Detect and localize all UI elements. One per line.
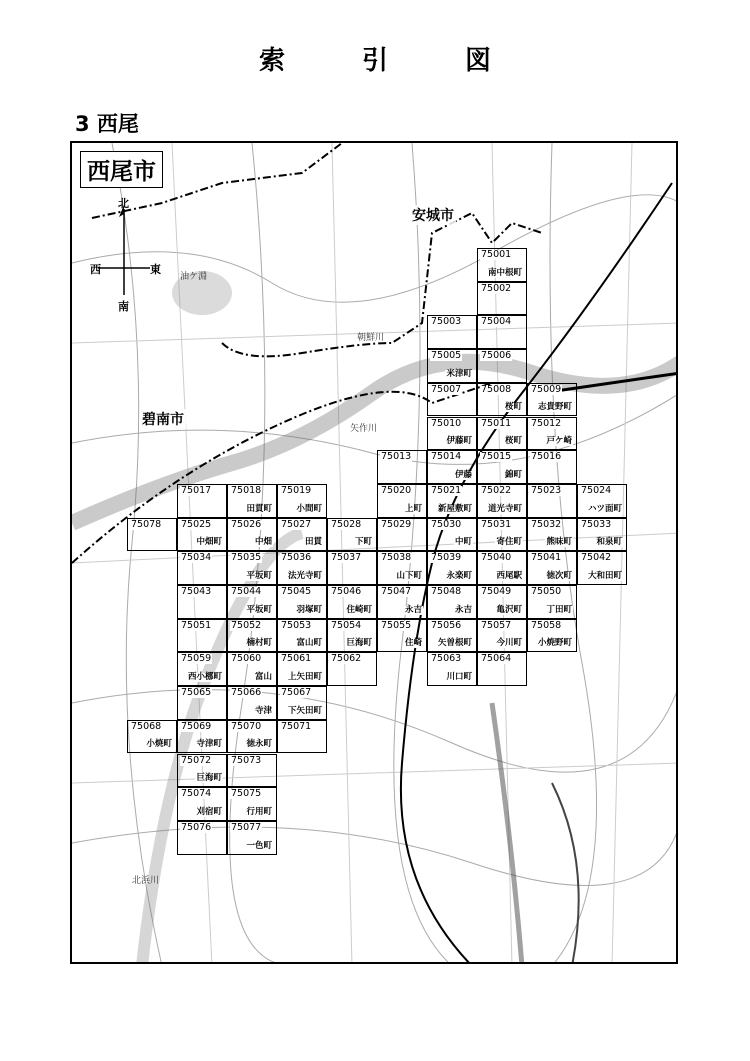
sheet-code: 75043 <box>181 586 212 597</box>
sheet-code: 75057 <box>481 619 512 631</box>
sheet-code: 75056 <box>431 619 462 631</box>
map-sheet-75036[interactable] <box>277 551 327 585</box>
map-sheet-75047[interactable] <box>377 585 427 619</box>
sheet-town-label: 田貫町 <box>246 503 272 514</box>
map-sheet-75040[interactable] <box>477 551 527 585</box>
section-heading: 3 西尾 <box>75 112 139 136</box>
sheet-town-label: 平坂町 <box>246 604 272 615</box>
map-sheet-75066[interactable] <box>227 686 277 720</box>
map-sheet-75033[interactable] <box>577 518 627 552</box>
sheet-code: 75050 <box>531 586 562 597</box>
map-sheet-75041[interactable] <box>527 551 577 585</box>
river-label-aburagafuchi: 油ケ淵 <box>180 272 208 282</box>
map-sheet-75073[interactable] <box>227 754 277 788</box>
map-sheet-75016[interactable] <box>527 450 577 484</box>
sheet-code: 75011 <box>481 417 512 429</box>
sheet-code: 75004 <box>481 316 512 328</box>
sheet-code: 75055 <box>381 619 412 631</box>
sheet-code: 75006 <box>481 350 512 362</box>
sheet-code: 75078 <box>131 518 162 530</box>
map-sheet-75070[interactable] <box>227 720 277 754</box>
sheet-town-label: 巨海町 <box>346 638 372 649</box>
sheet-town-label: 丁田町 <box>546 604 572 615</box>
sheet-town-label: 伊藤 <box>454 469 472 480</box>
sheet-town-label: 熊味町 <box>546 537 572 548</box>
map-sheet-75059[interactable] <box>177 652 227 686</box>
map-sheet-75065[interactable] <box>177 686 227 720</box>
sheet-town-label: 今川町 <box>496 638 522 649</box>
sheet-town-label: 矢曽根町 <box>437 638 472 649</box>
sheet-code: 75074 <box>181 788 212 800</box>
sheet-code: 75021 <box>431 484 462 496</box>
sheet-town-label: 羽塚町 <box>296 604 322 615</box>
map-sheet-75028[interactable] <box>327 518 377 552</box>
map-sheet-75054[interactable] <box>327 619 377 653</box>
sheet-code: 75032 <box>531 518 562 530</box>
river-label-yahagi: 矢作川 <box>350 424 378 434</box>
map-sheet-75014[interactable] <box>427 450 477 484</box>
map-sheet-75056[interactable] <box>427 619 477 653</box>
sheet-code: 75013 <box>381 451 412 463</box>
map-sheet-75029[interactable] <box>377 518 427 552</box>
sheet-code: 75024 <box>581 484 612 496</box>
sheet-town-label: 山下町 <box>396 570 422 581</box>
sheet-town-label: 戸ケ崎 <box>546 436 572 447</box>
city-label-box: 西尾市 <box>80 151 163 188</box>
map-sheet-75076[interactable] <box>177 821 227 855</box>
sheet-code: 75007 <box>431 383 462 395</box>
sheet-code: 75072 <box>181 754 212 766</box>
sheet-town-label: 下矢田町 <box>287 705 322 716</box>
map-sheet-75057[interactable] <box>477 619 527 653</box>
map-sheet-75046[interactable] <box>327 585 377 619</box>
sheet-code: 75034 <box>181 552 212 564</box>
sheet-code: 75044 <box>231 586 262 597</box>
map-sheet-75075[interactable] <box>227 787 277 821</box>
sheet-code: 75042 <box>581 552 612 564</box>
map-sheet-75018[interactable] <box>227 484 277 518</box>
sheet-code: 75036 <box>281 552 312 564</box>
map-sheet-75024[interactable] <box>577 484 627 518</box>
map-sheet-75004[interactable] <box>477 315 527 349</box>
sheet-code: 75045 <box>281 586 312 597</box>
map-sheet-75009[interactable] <box>527 383 577 417</box>
compass-east: 東 <box>150 263 161 276</box>
map-sheet-75071[interactable] <box>277 720 327 754</box>
sheet-town-label: 行用町 <box>246 806 272 817</box>
sheet-code: 75054 <box>331 619 362 631</box>
sheet-code: 75022 <box>481 484 512 496</box>
sheet-town-label: 桜町 <box>504 436 522 447</box>
sheet-code: 75001 <box>481 249 512 260</box>
sheet-code: 75076 <box>181 821 212 833</box>
map-sheet-75017[interactable] <box>177 484 227 518</box>
page-title: 索 引 図 <box>258 46 526 76</box>
sheet-code: 75059 <box>181 653 212 665</box>
sheet-code: 75069 <box>181 720 212 732</box>
compass <box>92 195 162 315</box>
sheet-town-label: 寄住町 <box>496 537 522 548</box>
sheet-town-label: 法光寺町 <box>287 570 322 581</box>
sheet-town-label: 和泉町 <box>596 537 622 548</box>
place-label-hekinan: 碧南市 <box>140 409 186 429</box>
sheet-town-label: 小間町 <box>296 503 322 514</box>
map-sheet-75022[interactable] <box>477 484 527 518</box>
sheet-town-label: 西小梛町 <box>187 672 222 683</box>
sheet-code: 75019 <box>281 484 312 496</box>
sheet-town-label: 志貴野町 <box>537 402 572 413</box>
sheet-town-label: 大和田町 <box>587 570 622 581</box>
map-sheet-75039[interactable] <box>427 551 477 585</box>
map-sheet-75077[interactable] <box>227 821 277 855</box>
sheet-town-label: 道光寺町 <box>487 503 522 514</box>
sheet-code: 75014 <box>431 451 462 463</box>
sheet-code: 75035 <box>231 552 262 564</box>
sheet-town-label: 中畑町 <box>196 537 222 548</box>
sheet-code: 75041 <box>531 552 562 564</box>
map-sheet-75037[interactable] <box>327 551 377 585</box>
map-sheet-75020[interactable] <box>377 484 427 518</box>
map-sheet-75062[interactable] <box>327 652 377 686</box>
map-sheet-75038[interactable] <box>377 551 427 585</box>
sheet-code: 75052 <box>231 619 262 631</box>
map-sheet-75005[interactable] <box>427 349 477 383</box>
map-sheet-75061[interactable] <box>277 652 327 686</box>
map-sheet-75045[interactable] <box>277 585 327 619</box>
sheet-code: 75008 <box>481 383 512 395</box>
map-sheet-75064[interactable] <box>477 652 527 686</box>
sheet-code: 75003 <box>431 316 462 328</box>
map-sheet-75015[interactable] <box>477 450 527 484</box>
river-label-asahi: 朝鮮川 <box>357 333 385 343</box>
map-sheet-75008[interactable] <box>477 383 527 417</box>
map-sheet-75001[interactable] <box>477 248 527 282</box>
sheet-code: 75068 <box>131 720 162 732</box>
sheet-town-label: 住崎町 <box>346 604 372 615</box>
map-sheet-75002[interactable] <box>477 282 527 316</box>
sheet-code: 75070 <box>231 720 262 732</box>
map-sheet-75023[interactable] <box>527 484 577 518</box>
sheet-town-label: 桜町 <box>504 402 522 413</box>
sheet-code: 75065 <box>181 687 212 699</box>
sheet-code: 75031 <box>481 518 512 530</box>
map-sheet-75025[interactable] <box>177 518 227 552</box>
map-sheet-75019[interactable] <box>277 484 327 518</box>
map-sheet-75012[interactable] <box>527 417 577 451</box>
map-sheet-75072[interactable] <box>177 754 227 788</box>
sheet-code: 75071 <box>281 720 312 732</box>
map-sheet-75035[interactable] <box>227 551 277 585</box>
map-sheet-75052[interactable] <box>227 619 277 653</box>
sheet-town-label: 刈宿町 <box>196 806 222 817</box>
sheet-town-label: 寺津町 <box>196 739 222 750</box>
sheet-code: 75073 <box>231 754 262 766</box>
compass-arrow-icon <box>92 195 162 315</box>
sheet-code: 75064 <box>481 653 512 665</box>
sheet-town-label: 西尾駅 <box>496 570 522 581</box>
compass-south: 南 <box>118 300 129 313</box>
compass-north: 北 <box>118 197 129 210</box>
sheet-code: 75018 <box>231 484 262 496</box>
sheet-code: 75062 <box>331 653 362 665</box>
sheet-town-label: 住崎 <box>404 638 422 649</box>
map-sheet-75013[interactable] <box>377 450 427 484</box>
map-sheet-75043[interactable] <box>177 585 227 619</box>
compass-west: 西 <box>90 263 101 276</box>
map-sheet-75021[interactable] <box>427 484 477 518</box>
sheet-code: 75012 <box>531 417 562 429</box>
sheet-code: 75028 <box>331 518 362 530</box>
map-sheet-75003[interactable] <box>427 315 477 349</box>
sheet-code: 75027 <box>281 518 312 530</box>
index-map[interactable] <box>70 141 678 964</box>
sheet-town-label: 錦町 <box>504 469 522 480</box>
sheet-code: 75067 <box>281 687 312 699</box>
sheet-town-label: 平坂町 <box>246 570 272 581</box>
map-sheet-75069[interactable] <box>177 720 227 754</box>
sheet-code: 75038 <box>381 552 412 564</box>
map-sheet-75042[interactable] <box>577 551 627 585</box>
sheet-code: 75039 <box>431 552 462 564</box>
sheet-code: 75015 <box>481 451 512 463</box>
river-label-kitahama: 北浜川 <box>132 876 160 886</box>
map-sheet-75050[interactable] <box>527 585 577 619</box>
sheet-town-label: 徳永町 <box>246 739 272 750</box>
map-sheet-75026[interactable] <box>227 518 277 552</box>
sheet-code: 75061 <box>281 653 312 665</box>
map-sheet-75032[interactable] <box>527 518 577 552</box>
map-sheet-75034[interactable] <box>177 551 227 585</box>
sheet-town-label: 亀沢町 <box>496 604 522 615</box>
map-sheet-75031[interactable] <box>477 518 527 552</box>
map-sheet-75048[interactable] <box>427 585 477 619</box>
sheet-town-label: 米津町 <box>446 368 472 379</box>
sheet-code: 75029 <box>381 518 412 530</box>
sheet-town-label: 田貫 <box>304 537 322 548</box>
sheet-code: 75048 <box>431 586 462 597</box>
sheet-town-label: 富山町 <box>296 638 322 649</box>
sheet-code: 75051 <box>181 619 212 631</box>
sheet-code: 75016 <box>531 451 562 463</box>
sheet-town-label: 新屋敷町 <box>437 503 472 514</box>
sheet-code: 75025 <box>181 518 212 530</box>
sheet-code: 75023 <box>531 484 562 496</box>
map-sheet-75030[interactable] <box>427 518 477 552</box>
sheet-code: 75077 <box>231 821 262 833</box>
sheet-town-label: 中畑 <box>254 537 272 548</box>
sheet-town-label: 南中根町 <box>487 267 522 278</box>
sheet-code: 75060 <box>231 653 262 665</box>
map-sheet-75007[interactable] <box>427 383 477 417</box>
sheet-code: 75005 <box>431 350 462 362</box>
sheet-code: 75030 <box>431 518 462 530</box>
sheet-town-label: 下町 <box>354 537 372 548</box>
sheet-code: 75046 <box>331 586 362 597</box>
sheet-town-label: 小焼野町 <box>537 638 572 649</box>
map-sheet-75053[interactable] <box>277 619 327 653</box>
sheet-town-label: 永吉 <box>454 604 472 615</box>
sheet-town-label: 永楽町 <box>446 570 472 581</box>
map-sheet-75044[interactable] <box>227 585 277 619</box>
sheet-town-label: 上町 <box>404 503 422 514</box>
map-sheet-75074[interactable] <box>177 787 227 821</box>
sheet-code: 75010 <box>431 417 462 429</box>
map-sheet-75006[interactable] <box>477 349 527 383</box>
sheet-code: 75047 <box>381 586 412 597</box>
sheet-town-label: 楠村町 <box>246 638 272 649</box>
sheet-code: 75009 <box>531 383 562 395</box>
sheet-code: 75063 <box>431 653 462 665</box>
map-sheet-75055[interactable] <box>377 619 427 653</box>
map-sheet-75060[interactable] <box>227 652 277 686</box>
sheet-town-label: 中町 <box>454 537 472 548</box>
sheet-town-label: 徳次町 <box>546 570 572 581</box>
sheet-code: 75037 <box>331 552 362 564</box>
map-sheet-75063[interactable] <box>427 652 477 686</box>
sheet-code: 75053 <box>281 619 312 631</box>
sheet-town-label: ハツ面町 <box>587 503 622 514</box>
map-sheet-75078[interactable] <box>127 518 177 552</box>
sheet-code: 75075 <box>231 788 262 800</box>
map-sheet-75027[interactable] <box>277 518 327 552</box>
map-sheet-75058[interactable] <box>527 619 577 653</box>
sheet-town-label: 一色町 <box>246 840 272 851</box>
sheet-code: 75049 <box>481 586 512 597</box>
sheet-code: 75033 <box>581 518 612 530</box>
map-sheet-75051[interactable] <box>177 619 227 653</box>
sheet-town-label: 寺津 <box>254 705 272 716</box>
sheet-code: 75040 <box>481 552 512 564</box>
sheet-town-label: 巨海町 <box>196 773 222 784</box>
sheet-code: 75017 <box>181 484 212 496</box>
sheet-town-label: 伊藤町 <box>446 436 472 447</box>
place-label-anjo: 安城市 <box>410 205 456 225</box>
map-sheet-75068[interactable] <box>127 720 177 754</box>
sheet-code: 75058 <box>531 619 562 631</box>
sheet-town-label: 永吉 <box>404 604 422 615</box>
map-sheet-75010[interactable] <box>427 417 477 451</box>
map-sheet-75067[interactable] <box>277 686 327 720</box>
sheet-town-label: 上矢田町 <box>287 672 322 683</box>
sheet-code: 75066 <box>231 687 262 699</box>
sheet-code: 75020 <box>381 484 412 496</box>
sheet-code: 75026 <box>231 518 262 530</box>
map-sheet-75011[interactable] <box>477 417 527 451</box>
sheet-town-label: 富山 <box>254 672 272 683</box>
map-sheet-75049[interactable] <box>477 585 527 619</box>
sheet-town-label: 川口町 <box>446 672 472 683</box>
sheet-town-label: 小焼町 <box>146 739 172 750</box>
sheet-code: 75002 <box>481 282 512 294</box>
